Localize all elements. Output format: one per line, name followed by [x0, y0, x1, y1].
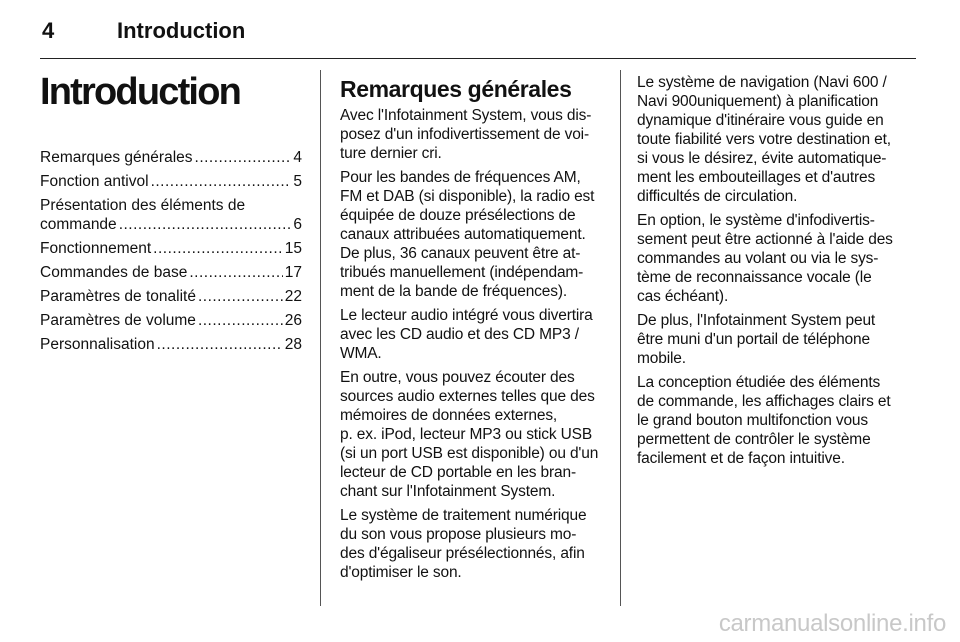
paragraph: Le lecteur audio intégré vous divertira avec les CD audio et des CD MP3 / WMA.	[340, 307, 593, 362]
toc-page-number: 15	[284, 240, 302, 257]
toc-label-continued	[40, 215, 302, 234]
paragraph: Pour les bandes de fréquences AM, FM et DAB (si disponible), la radio est équipée de douze présélections de canaux attribuées automatiquement. De plus, 36 canaux peuvent être at- tribués manuellement (indépendam- ment de la bande de fréquences).	[340, 169, 595, 300]
paragraph: La conception étudiée des éléments de commande, les affichages clairs et le grand bouton multifonction vous permettent de contrôler le système facilement et de façon intuitive.	[637, 374, 891, 467]
toc-page-number: 4	[293, 149, 302, 166]
table-of-contents	[40, 148, 302, 354]
toc-label-line2: commande	[40, 216, 117, 233]
toc-page-number: 17	[284, 264, 302, 281]
toc-page-number: 26	[284, 312, 302, 329]
toc-leader-dots	[189, 263, 282, 282]
toc-page-number: 6	[293, 216, 302, 233]
toc-page-number: 5	[293, 173, 302, 190]
paragraph: Le système de navigation (Navi 600 / Navi 900uniquement) à planification dynamique d'itinéraire vous guide en toute fiabilité vers votre destination et, si vous le désirez, évite automatique- ment les embouteillages et d'autres difficultés de circulation.	[637, 74, 891, 205]
toc-column	[40, 70, 302, 359]
column-divider-left	[320, 70, 321, 606]
toc-page-number: 22	[284, 288, 302, 305]
page-number: 4	[42, 18, 55, 43]
toc-entry[interactable]	[40, 239, 302, 258]
paragraph: Avec l'Infotainment System, vous dis- posez d'un infodivertissement de voi- ture dernier cri.	[340, 107, 592, 162]
section-title: Remarques générales	[340, 76, 572, 102]
toc-label: Présentation des éléments de	[40, 197, 246, 214]
toc-entry[interactable]	[40, 196, 302, 234]
watermark: carmanualsonline.info	[718, 610, 946, 637]
toc-entry[interactable]	[40, 287, 302, 306]
toc-entry[interactable]	[40, 172, 302, 191]
paragraph: En option, le système d'infodivertis- sement peut être actionné à l'aide des commandes au volant ou via le sys- tème de reconnaissance vocale (le cas échéant).	[637, 212, 893, 305]
toc-leader-dots	[198, 311, 283, 330]
running-header-title: Introduction	[117, 18, 246, 43]
toc-leader-dots	[153, 239, 283, 258]
toc-label: Paramètres de volume	[40, 312, 196, 329]
toc-label: Remarques générales	[40, 149, 193, 166]
toc-leader-dots	[198, 287, 283, 306]
column-divider-right	[620, 70, 621, 606]
page-header	[40, 14, 916, 59]
toc-label: Fonction antivol	[40, 173, 149, 190]
toc-label: Personnalisation	[40, 336, 155, 353]
toc-label: Commandes de base	[40, 264, 188, 281]
paragraph: De plus, l'Infotainment System peut être muni d'un portail de téléphone mobile.	[637, 312, 876, 367]
body-column-middle	[340, 76, 604, 587]
toc-page-number: 28	[284, 336, 302, 353]
toc-leader-dots	[119, 215, 292, 234]
toc-entry[interactable]	[40, 311, 302, 330]
toc-label: Paramètres de tonalité	[40, 288, 196, 305]
toc-leader-dots	[157, 335, 283, 354]
toc-entry[interactable]	[40, 263, 302, 282]
paragraph: En outre, vous pouvez écouter des sources audio externes telles que des mémoires de données externes, p. ex. iPod, lecteur MP3 ou stick USB (si un port USB est disponible) ou d'un lecteur de CD portable en les bran- chant sur l'Infotainment System.	[340, 369, 599, 500]
toc-leader-dots	[195, 148, 292, 167]
toc-entry[interactable]	[40, 148, 302, 167]
paragraph: Le système de traitement numérique du son vous propose plusieurs mo- des d'égaliseur présélectionnés, afin d'optimiser le son.	[340, 507, 587, 581]
chapter-title: Introduction	[40, 71, 241, 113]
header-rule	[40, 58, 916, 59]
toc-entry[interactable]	[40, 335, 302, 354]
body-column-right	[637, 73, 903, 473]
toc-leader-dots	[151, 172, 292, 191]
toc-label: Fonctionnement	[40, 240, 152, 257]
